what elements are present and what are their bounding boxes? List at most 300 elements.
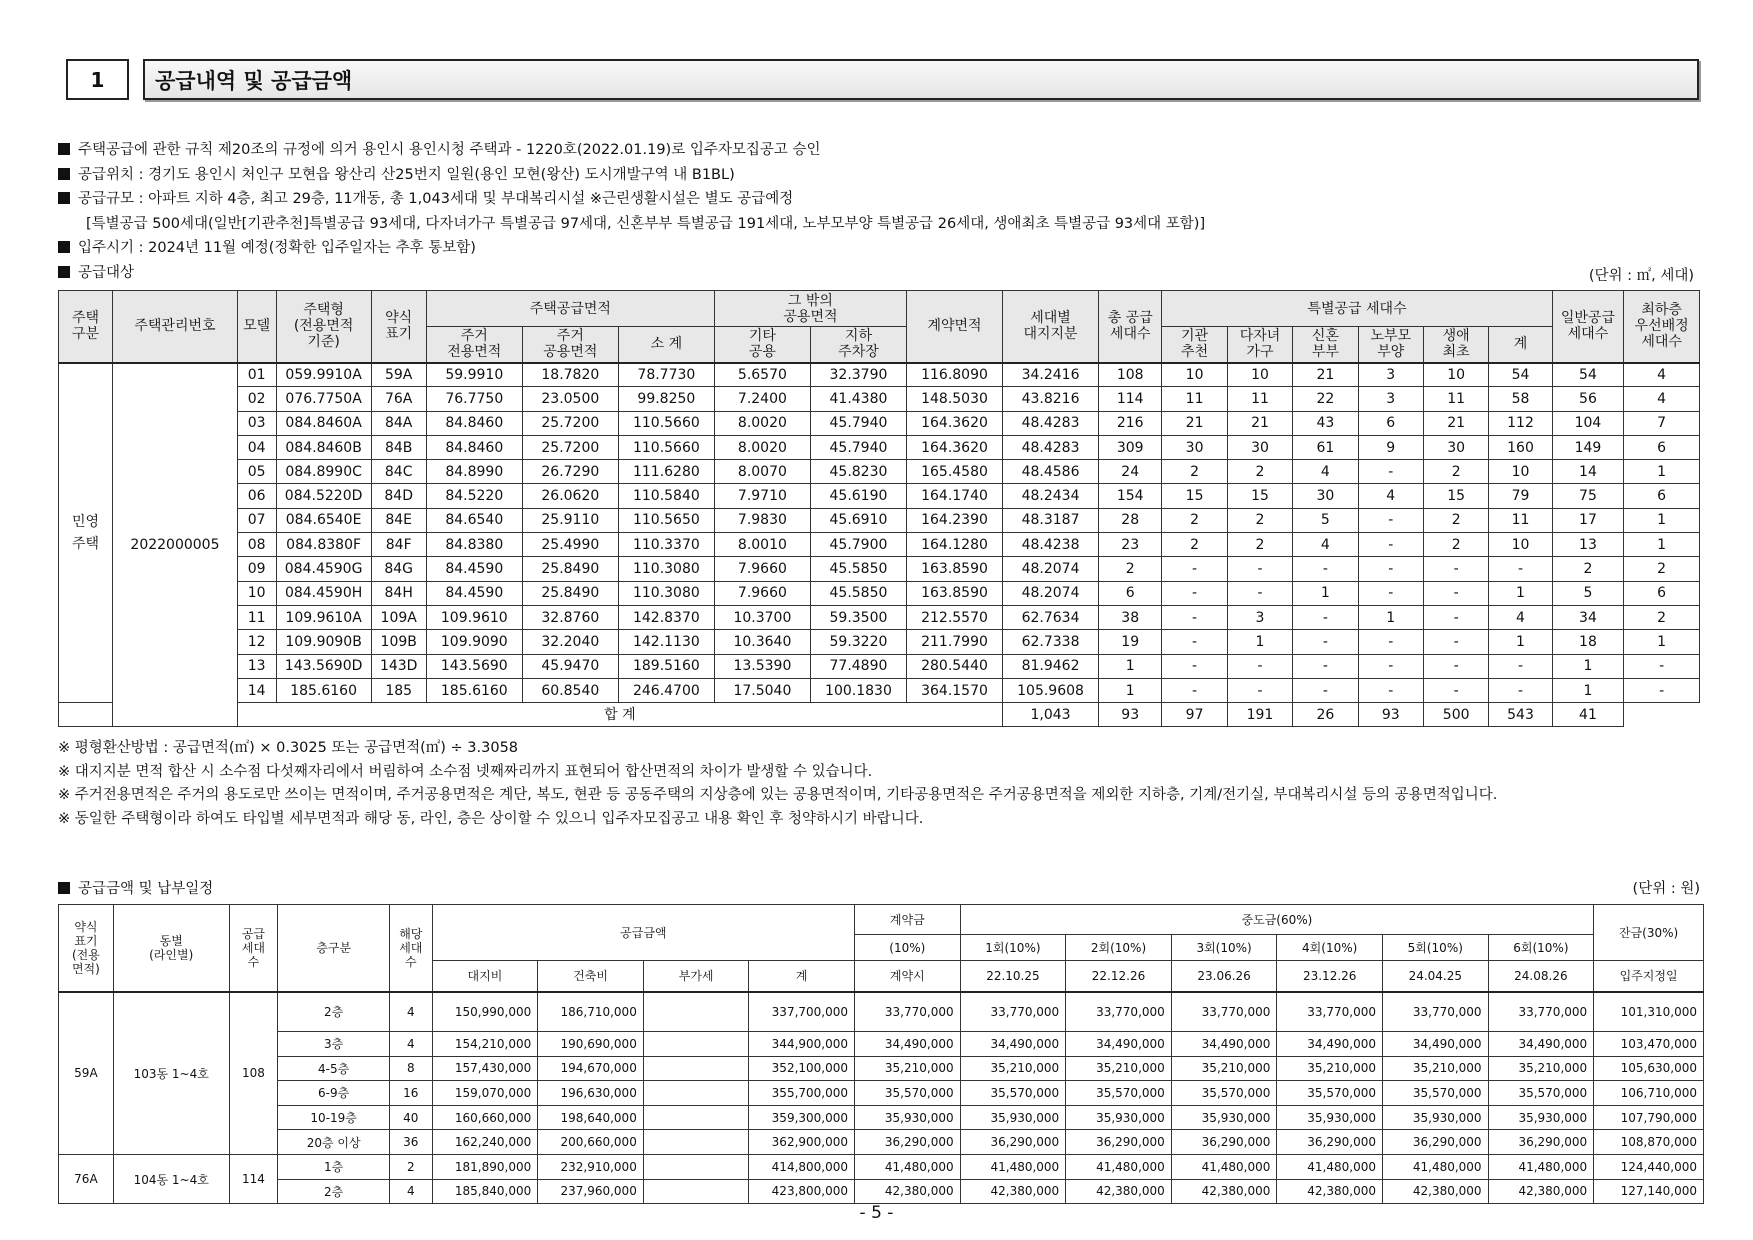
table-cell: 42,380,000 [1066,1179,1172,1204]
table-cell: 36,290,000 [1382,1130,1488,1155]
table-cell: 108 [1099,363,1162,387]
table-cell: 106,710,000 [1594,1081,1704,1106]
mgmt-no-cell: 2022000005 [113,363,238,727]
table-cell: 110.5660 [618,411,714,435]
table-cell: 59.3220 [810,630,906,654]
th-deposit-pct: (10%) [855,935,961,961]
table-cell: 10 [237,581,276,605]
table-cell: 48.2074 [1003,581,1099,605]
th-house-class: 주택 구분 [59,291,113,363]
table-cell: 2 [1423,460,1488,484]
table-cell: 414,800,000 [749,1154,855,1179]
table-cell: 81.9462 [1003,654,1099,678]
table-cell: 107,790,000 [1594,1105,1704,1130]
table-cell: 110.3370 [618,533,714,557]
table-cell: 34,490,000 [1382,1032,1488,1057]
table-cell: 30 [1423,435,1488,459]
table-cell: 2 [1227,460,1292,484]
table-row [59,533,1700,557]
th-mid-date-3: 23.06.26 [1171,961,1277,992]
table-cell: 1 [1227,630,1292,654]
table-cell: 14 [1552,460,1624,484]
table-cell: 084.4590G [276,557,371,581]
table-cell: 35,930,000 [855,1105,961,1130]
table-cell: 09 [237,557,276,581]
table-cell: 148.5030 [906,387,1002,411]
table-cell: 76.7750 [426,387,522,411]
table-cell: 280.5440 [906,654,1002,678]
table-cell: 198,640,000 [538,1105,644,1130]
table-cell: 48.2434 [1003,484,1099,508]
table-cell: 10 [1227,363,1292,387]
th-balance-when: 입주지정일 [1594,961,1704,992]
table-row [59,678,1700,702]
table-cell: - [1358,630,1423,654]
table-cell [643,1056,749,1081]
table-cell: - [1162,630,1227,654]
table-cell: - [1423,557,1488,581]
th-lowest-floor: 최하층 우선배정 세대수 [1624,291,1700,363]
table-cell: 2 [1423,508,1488,532]
th-middle: 중도금(60%) [960,905,1594,935]
table-cell: 337,700,000 [749,992,855,1032]
table-row [59,992,1704,1032]
th-total-units: 총 공급 세대수 [1099,291,1162,363]
table-cell: 1 [1624,460,1700,484]
table-cell: 162,240,000 [432,1130,538,1155]
table-cell: 58 [1489,387,1552,411]
table-cell: 43 [1293,411,1358,435]
table-cell: 14 [237,678,276,702]
table-cell: 352,100,000 [749,1056,855,1081]
table-cell: 109.9610 [426,605,522,629]
table-cell: - [1293,557,1358,581]
table-cell: 33,770,000 [1277,992,1383,1032]
empty-cell [59,703,113,727]
table-cell: 33,770,000 [1488,992,1594,1032]
table-cell: 10-19층 [278,1105,390,1130]
section-number: 1 [66,59,129,100]
table-cell: 79 [1489,484,1552,508]
table-cell: 2 [1227,533,1292,557]
table-cell: 10.3640 [714,630,810,654]
table-cell: 34,490,000 [1171,1032,1277,1057]
table-cell: 45.5850 [810,557,906,581]
total-label: 합 계 [237,703,1002,727]
table-cell: - [1162,678,1227,702]
table-cell: 084.8460A [276,411,371,435]
table-row [59,654,1700,678]
table-row [59,1056,1704,1081]
square-bullet-icon [58,143,70,155]
th-mid-date-6: 24.08.26 [1488,961,1594,992]
table-cell: 160,660,000 [432,1105,538,1130]
table-cell: 41,480,000 [1488,1154,1594,1179]
table-cell: 06 [237,484,276,508]
th-mid-date-2: 22.12.26 [1066,961,1172,992]
table-cell: - [1624,654,1700,678]
table-cell: 7.9660 [714,557,810,581]
table-cell: 1 [1099,654,1162,678]
page-number: - 5 - [859,1203,894,1223]
table-cell: 45.5850 [810,581,906,605]
table-cell: 16 [390,1081,433,1106]
bullet-special-supply: [특별공급 500세대(일반[기관추천]특별공급 93세대, 다자녀가구 특별공급 97세대, 신혼부부 특별공급 191세대, 노부모부양 특별공급 26세대, 생애최초 특별공급 93세대 포함)] [86,215,1206,232]
table-cell: - [1293,605,1358,629]
table-row [59,1081,1704,1106]
table-cell: 084.8460B [276,435,371,459]
notes [58,737,1703,831]
table-cell: 33,770,000 [855,992,961,1032]
table-cell: 42,380,000 [1277,1179,1383,1204]
table-cell: 45.7900 [810,533,906,557]
total-cell: 500 [1423,703,1488,727]
table-cell: 35,570,000 [1171,1081,1277,1106]
th-subtotal: 소 계 [618,327,714,363]
th-contract-area: 계약면적 [906,291,1002,363]
table-cell: 42,380,000 [855,1179,961,1204]
table-cell: 189.5160 [618,654,714,678]
table-cell: 2층 [278,992,390,1032]
table-cell: 110.3080 [618,557,714,581]
table-row [59,1154,1704,1179]
table-cell: 12 [237,630,276,654]
table-cell: 41,480,000 [1066,1154,1172,1179]
table-cell: 76A [371,387,426,411]
table-cell: - [1162,605,1227,629]
bullet-scale: 공급규모 : 아파트 지하 4층, 최고 29층, 11개동, 총 1,043세대 및 부대복리시설 ※근린생활시설은 별도 공급예정 [58,187,1698,212]
table-cell: 35,570,000 [1277,1081,1383,1106]
table-cell: 1 [1624,533,1700,557]
table-cell: 45.6190 [810,484,906,508]
table-cell: 4 [390,1032,433,1057]
table-cell: 18.7820 [522,363,618,387]
square-bullet-icon [58,241,70,253]
table-cell: 45.6910 [810,508,906,532]
table-cell: 5 [1293,508,1358,532]
table-row [59,1130,1704,1155]
table-cell: 3 [1227,605,1292,629]
table-cell: 143D [371,654,426,678]
table-cell: 08 [237,533,276,557]
table-cell: 23.0500 [522,387,618,411]
table-cell: 159,070,000 [432,1081,538,1106]
total-cell: 191 [1227,703,1292,727]
table-cell: 34,490,000 [1066,1032,1172,1057]
table-cell: 33,770,000 [1066,992,1172,1032]
table-cell: 33,770,000 [1382,992,1488,1032]
table-row [59,435,1700,459]
table-cell: 8.0020 [714,435,810,459]
table-cell: - [1358,460,1423,484]
total-row [59,703,1700,727]
table-cell: 2 [1162,533,1227,557]
table-cell: 32.8760 [522,605,618,629]
table-cell: 84D [371,484,426,508]
table-cell: 216 [1099,411,1162,435]
table-cell: 36,290,000 [960,1130,1066,1155]
bullet-supply-target: 공급대상 [58,261,1698,286]
supply-table [58,290,1700,727]
table-cell: - [1423,654,1488,678]
table-cell: 18 [1552,630,1624,654]
table-cell: 232,910,000 [538,1154,644,1179]
table-cell: 149 [1552,435,1624,459]
price-table-unit: (단위 : 원) [1632,881,1700,897]
table-cell: 160 [1489,435,1552,459]
table-cell: 36,290,000 [1171,1130,1277,1155]
th-house-type: 주택형 (전용면적 기준) [276,291,371,363]
th-floor: 층구분 [278,905,390,992]
table-cell: 11 [237,605,276,629]
house-class-cell: 민영 주택 [59,363,113,703]
supply-table-unit: (단위 : ㎡, 세대) [1588,268,1694,284]
table-cell [643,1130,749,1155]
table-cell: 5 [1552,581,1624,605]
table-cell: - [1358,508,1423,532]
total-cell: 97 [1162,703,1227,727]
table-cell: 75 [1552,484,1624,508]
table-cell: 07 [237,508,276,532]
th-parking: 지하 주차장 [810,327,906,363]
table-row [59,1032,1704,1057]
table-cell [643,1105,749,1130]
table-cell: 8.0010 [714,533,810,557]
table-cell: 84A [371,411,426,435]
th-land-share: 세대별 대지지분 [1003,291,1099,363]
table-cell: 110.5660 [618,435,714,459]
table-cell: 1 [1358,605,1423,629]
table-cell: 35,930,000 [1171,1105,1277,1130]
table-cell: 84.6540 [426,508,522,532]
table-cell: - [1358,581,1423,605]
table-cell: 2 [1162,460,1227,484]
table-cell: 084.4590H [276,581,371,605]
dong-cell: 103동 1~4호 [113,992,229,1155]
total-cell: 93 [1358,703,1423,727]
overview-bullets [58,138,1698,285]
table-cell: 1 [1099,678,1162,702]
table-row [59,630,1700,654]
table-cell: 150,990,000 [432,992,538,1032]
square-bullet-icon [58,192,70,204]
table-cell: 164.1740 [906,484,1002,508]
table-cell: 6 [1358,411,1423,435]
table-cell: 10 [1423,363,1488,387]
th-special-newly: 신혼 부부 [1293,327,1358,363]
table-cell: 6 [1624,435,1700,459]
table-cell: 1 [1293,581,1358,605]
table-cell: 164.3620 [906,411,1002,435]
table-cell: 359,300,000 [749,1105,855,1130]
th-supply-area: 주택공급면적 [426,291,714,327]
table-cell: 36,290,000 [855,1130,961,1155]
table-cell: - [1423,630,1488,654]
table-cell: 45.7940 [810,435,906,459]
table-cell: 212.5570 [906,605,1002,629]
th-mid-1: 1회(10%) [960,935,1066,961]
bullet-move-in: 입주시기 : 2024년 11월 예정(정확한 입주일자는 추후 통보함) [58,236,1698,261]
th-balance: 잔금(30%) [1594,905,1704,961]
table-cell: 34,490,000 [960,1032,1066,1057]
table-cell: 11 [1423,387,1488,411]
table-cell: 110.5840 [618,484,714,508]
table-cell: 2 [390,1154,433,1179]
table-cell: 1 [1552,678,1624,702]
table-cell [643,992,749,1032]
table-cell: 48.4283 [1003,411,1099,435]
table-cell: 237,960,000 [538,1179,644,1204]
table-cell: 185.6160 [426,678,522,702]
table-cell: 36,290,000 [1488,1130,1594,1155]
table-cell: 109.9090B [276,630,371,654]
table-cell: 7.2400 [714,387,810,411]
table-cell: 25.8490 [522,581,618,605]
table-cell: 35,930,000 [1066,1105,1172,1130]
table-cell: 35,930,000 [1277,1105,1383,1130]
th-mid-date-5: 24.04.25 [1382,961,1488,992]
table-cell: 84.5220 [426,484,522,508]
table-cell: 25.7200 [522,411,618,435]
table-cell: 190,690,000 [538,1032,644,1057]
table-cell: 5.6570 [714,363,810,387]
th-price-abbr: 약식 표기 (전용 면적) [59,905,114,992]
table-cell: 34 [1552,605,1624,629]
table-cell: - [1423,581,1488,605]
table-cell: 84B [371,435,426,459]
th-special-total: 계 [1489,327,1552,363]
th-mid-date-4: 23.12.26 [1277,961,1383,992]
table-cell: 35,210,000 [1277,1056,1383,1081]
th-price: 공급금액 [432,905,854,961]
table-cell: 84F [371,533,426,557]
total-cell: 26 [1293,703,1358,727]
table-cell: 45.8230 [810,460,906,484]
table-cell: 4 [1293,460,1358,484]
table-cell: 084.5220D [276,484,371,508]
table-cell: 35,210,000 [960,1056,1066,1081]
table-cell: 211.7990 [906,630,1002,654]
table-cell: 4 [1358,484,1423,508]
note-area-definition: ※ 주거전용면적은 주거의 용도로만 쓰이는 면적이며, 주거공용면적은 계단, 복도, 현관 등 공동주택의 지상층에 있는 공용면적이며, 기타공용면적은 주거공용면적을 제외한 지하층, 기계/전기실, 부대복리시설 등의 공용면적입니다. [58,787,1498,803]
table-cell: 22 [1293,387,1358,411]
table-cell: 48.4283 [1003,435,1099,459]
table-cell: 35,570,000 [855,1081,961,1106]
table-cell: 41,480,000 [960,1154,1066,1179]
th-general: 일반공급 세대수 [1552,291,1624,363]
square-bullet-icon [58,168,70,180]
table-cell: 77.4890 [810,654,906,678]
table-cell: 6 [1624,581,1700,605]
table-cell: 59.3500 [810,605,906,629]
table-cell: 84E [371,508,426,532]
table-cell: 45.9470 [522,654,618,678]
table-cell: 124,440,000 [1594,1154,1704,1179]
table-cell: - [1227,654,1292,678]
table-cell: - [1162,654,1227,678]
table-cell: 084.8380F [276,533,371,557]
units-cell: 114 [229,1154,278,1203]
table-cell: 2 [1624,605,1700,629]
th-mid-5: 5회(10%) [1382,935,1488,961]
table-cell [643,1179,749,1204]
table-cell: - [1358,678,1423,702]
table-cell: 41.4380 [810,387,906,411]
table-cell: 35,570,000 [960,1081,1066,1106]
th-mid-3: 3회(10%) [1171,935,1277,961]
table-cell: 154 [1099,484,1162,508]
th-mgmt-no: 주택관리번호 [113,291,238,363]
table-cell: 35,570,000 [1488,1081,1594,1106]
table-cell: 423,800,000 [749,1179,855,1204]
table-cell: 108,870,000 [1594,1130,1704,1155]
table-row [59,387,1700,411]
table-cell: 10 [1489,533,1552,557]
table-cell: 17 [1552,508,1624,532]
table-cell: 35,570,000 [1382,1081,1488,1106]
table-cell: 2 [1423,533,1488,557]
dong-cell: 104동 1~4호 [113,1154,229,1203]
table-cell: 185,840,000 [432,1179,538,1204]
table-cell: 7.9710 [714,484,810,508]
table-cell [643,1154,749,1179]
table-cell: 61 [1293,435,1358,459]
table-cell: 60.8540 [522,678,618,702]
table-cell: 35,210,000 [1488,1056,1594,1081]
table-cell: 56 [1552,387,1624,411]
square-bullet-icon [58,266,70,278]
price-table [58,904,1704,1204]
table-cell: 4 [1293,533,1358,557]
table-cell: 9 [1358,435,1423,459]
table-cell: 25.8490 [522,557,618,581]
table-cell: 84.8380 [426,533,522,557]
table-cell: 32.3790 [810,363,906,387]
table-cell: 34,490,000 [1277,1032,1383,1057]
th-common-area: 주거 공용면적 [522,327,618,363]
table-cell: 38 [1099,605,1162,629]
table-cell: 84H [371,581,426,605]
table-row [59,581,1700,605]
table-cell: - [1489,654,1552,678]
table-cell: 142.8370 [618,605,714,629]
th-land: 대지비 [432,961,538,992]
price-section-title: 공급금액 및 납부일정 [58,877,213,898]
table-cell: 48.3187 [1003,508,1099,532]
th-deposit: 계약금 [855,905,961,935]
table-cell: 02 [237,387,276,411]
units-cell: 108 [229,992,278,1155]
th-dong: 동별 (라인별) [113,905,229,992]
table-cell: 4 [390,992,433,1032]
table-cell: 084.6540E [276,508,371,532]
table-row [59,460,1700,484]
table-cell: 28 [1099,508,1162,532]
table-cell: 42,380,000 [960,1179,1066,1204]
th-special-first: 생애 최초 [1423,327,1488,363]
table-cell: 30 [1227,435,1292,459]
total-cell: 1,043 [1003,703,1099,727]
table-cell: 104 [1552,411,1624,435]
note-land-share: ※ 대지지분 면적 합산 시 소수점 다섯째자리에서 버림하여 소수점 넷째짜리까지 표현되어 합산면적의 차이가 발생할 수 있습니다. [58,763,873,780]
table-cell: 30 [1162,435,1227,459]
th-units: 공급 세대 수 [229,905,278,992]
table-row [59,1179,1704,1204]
table-cell: 45.7940 [810,411,906,435]
table-cell: 35,210,000 [1066,1056,1172,1081]
table-cell: 2 [1227,508,1292,532]
price-abbr-cell: 59A [59,992,114,1155]
